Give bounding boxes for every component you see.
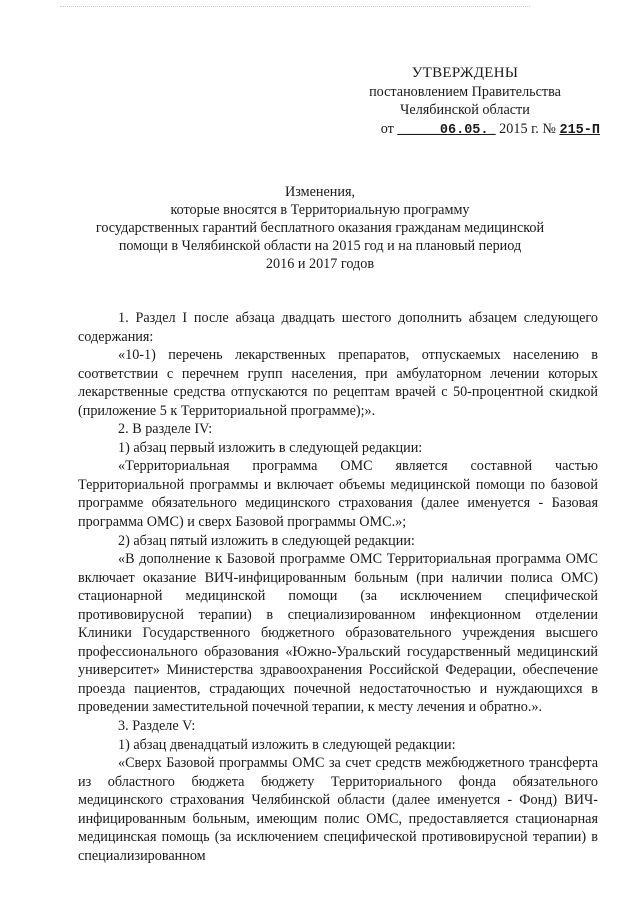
year-text: 2015 г. № — [499, 120, 556, 137]
heading-line: Изменения, — [284, 184, 356, 200]
heading-line: 2016 и 2017 годов — [265, 256, 375, 272]
document-body — [78, 309, 598, 865]
paragraph: 2. В разделе IV: — [118, 421, 213, 438]
paragraph: «Сверх Базовой программы ОМС за счет средств межбюджетного трансферта из областного бюджета бюджету Территориального фонда обязательного медицинского страхования Челябинской области (далее именуется - Фонд) ВИЧ-инфицированным больным, имеющим полис ОМС, предоставляется стационарная медицинская помощь (за исключением специфической противовирусной терапии) в специализированном — [78, 755, 598, 864]
approval-stamp — [330, 64, 600, 140]
document-number: 215-П — [559, 122, 600, 138]
document-heading — [70, 183, 570, 273]
approval-title: УТВЕРЖДЕНЫ — [411, 65, 519, 81]
date-prefix: от — [380, 120, 394, 137]
approval-line-1: постановлением Правительства — [369, 83, 561, 100]
paragraph: 2) абзац пятый изложить в следующей редакции: — [118, 532, 415, 549]
scan-artifact — [60, 6, 530, 7]
paragraph: 1. Раздел I после абзаца двадцать шестого дополнить абзацем следующего содержания: — [78, 310, 598, 345]
approval-line-2: Челябинской области — [400, 102, 530, 118]
date-value: 06.05. — [439, 122, 489, 138]
heading-line: помощи в Челябинской области на 2015 год и на плановый период — [118, 238, 522, 254]
date-field: ______06.05._ — [397, 120, 496, 138]
heading-line: которые вносятся в Территориальную программу — [170, 202, 470, 218]
paragraph: 1) абзац двенадцатый изложить в следующей редакции: — [118, 736, 456, 753]
paragraph: «Территориальная программа ОМС является составной частью Территориальной программы и включает объемы медицинской помощи по базовой программе обязательного медицинского страхования (далее именуется - Базовая программа ОМС) и сверх Базовой программы ОМС.»; — [78, 458, 598, 531]
heading-line: государственных гарантий бесплатного оказания гражданам медицинской — [95, 220, 545, 236]
approval-date-line — [330, 120, 600, 141]
paragraph: 3. Разделе V: — [118, 718, 196, 735]
paragraph: «В дополнение к Базовой программе ОМС Территориальная программа ОМС включает оказание ВИЧ-инфицированным больным (при наличии полиса ОМС) стационарной медицинской помощи (за исключением специфической противовирусной терапии) в специализированном инфекционном отделении Клиники Государственного бюджетного образовательного учреждения высшего профессионального образования «Южно-Уральский государственный медицинский университет» Министерства здравоохранения Российской Федерации, обеспечение проезда пациентов, страдающих почечной недостаточностью и нуждающихся в проведении заместительной почечной терапии, к месту лечения и обратно.». — [78, 551, 598, 716]
paragraph: «10-1) перечень лекарственных препаратов, отпускаемых населению в соответствии с перечнем групп населения, при амбулаторном лечении которых лекарственные средства отпускаются по рецептам врачей с 50-процентной скидкой (приложение 5 к Территориальной программе);». — [78, 347, 598, 419]
paragraph: 1) абзац первый изложить в следующей редакции: — [118, 439, 423, 456]
